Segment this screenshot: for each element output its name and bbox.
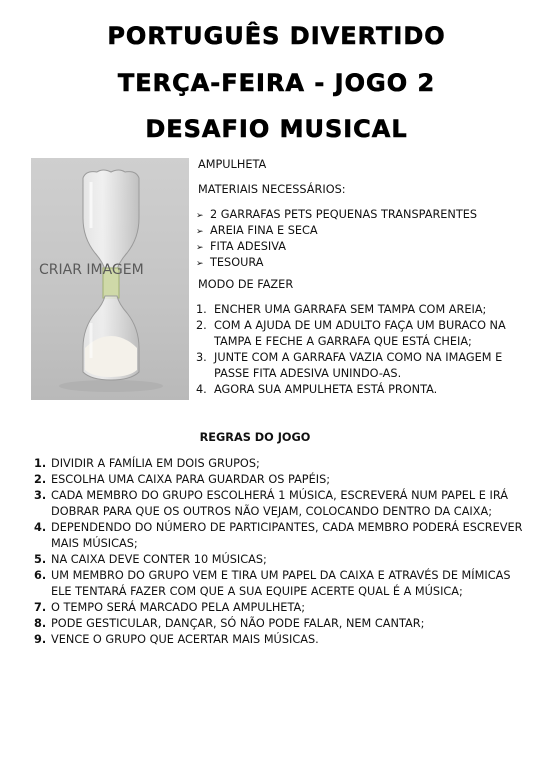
arrow-bullet-icon: ➢ bbox=[196, 243, 204, 253]
list-item: 6. UM MEMBRO DO GRUPO VEM E TIRA UM PAPEL DA CAIXA E ATRAVÉS DE MÍMICAS ELE TENTARÁ FAZER COM QUE A SUA EQUIPE ACERTE QUAL É A MÚSICA; bbox=[34, 569, 511, 598]
list-item: 1. ENCHER UMA GARRAFA SEM TAMPA COM AREIA; bbox=[196, 303, 487, 316]
list-item: ➢ FITA ADESIVA bbox=[196, 239, 477, 255]
list-item: 4. AGORA SUA AMPULHETA ESTÁ PRONTA. bbox=[196, 383, 438, 396]
list-item: 1. DIVIDIR A FAMÍLIA EM DOIS GRUPOS; bbox=[34, 457, 260, 470]
hourglass-illustration bbox=[31, 158, 189, 400]
page-subtitle-day: TERÇA-FEIRA - JOGO 2 bbox=[117, 69, 436, 97]
list-item: 8. PODE GESTICULAR, DANÇAR, SÓ NÃO PODE FALAR, NEM CANTAR; bbox=[34, 617, 425, 630]
list-item: 9. VENCE O GRUPO QUE ACERTAR MAIS MÚSICAS. bbox=[34, 633, 319, 646]
arrow-bullet-icon: ➢ bbox=[196, 259, 204, 269]
page-subtitle-game: DESAFIO MUSICAL bbox=[145, 115, 408, 143]
list-item: ➢ AREIA FINA E SECA bbox=[196, 223, 477, 239]
list-item: 3. JUNTE COM A GARRAFA VAZIA COMO NA IMAGEM E PASSE FITA ADESIVA UNINDO-AS. bbox=[196, 351, 503, 380]
list-item: ➢ TESOURA bbox=[196, 255, 477, 271]
method-heading: MODO DE FAZER bbox=[198, 278, 294, 291]
rules-list bbox=[34, 456, 534, 648]
materials-list bbox=[196, 207, 477, 271]
list-item: ➢ 2 GARRAFAS PETS PEQUENAS TRANSPARENTES bbox=[196, 207, 477, 223]
list-item: 7. O TEMPO SERÁ MARCADO PELA AMPULHETA; bbox=[34, 601, 306, 614]
list-item: 3. CADA MEMBRO DO GRUPO ESCOLHERÁ 1 MÚSICA, ESCREVERÁ NUM PAPEL E IRÁ DOBRAR PARA QUE OS OUTROS NÃO VEJAM, COLOCANDO DENTRO DA CAIXA; bbox=[34, 489, 508, 518]
list-item: 2. COM A AJUDA DE UM ADULTO FAÇA UM BURACO NA TAMPA E FECHE A GARRAFA QUE ESTÁ CHEIA; bbox=[196, 319, 506, 348]
method-steps-list bbox=[196, 302, 516, 398]
arrow-bullet-icon: ➢ bbox=[196, 211, 204, 221]
hourglass-photo bbox=[31, 158, 189, 400]
image-watermark: CRIAR IMAGEM bbox=[39, 262, 144, 278]
rules-heading: REGRAS DO JOGO bbox=[199, 431, 311, 444]
arrow-bullet-icon: ➢ bbox=[196, 227, 204, 237]
list-item: 4. DEPENDENDO DO NÚMERO DE PARTICIPANTES, CADA MEMBRO PODERÁ ESCREVER MAIS MÚSICAS; bbox=[34, 521, 523, 550]
materials-heading: MATERIAIS NECESSÁRIOS: bbox=[198, 183, 346, 196]
craft-name: AMPULHETA bbox=[198, 158, 267, 171]
list-item: 2. ESCOLHA UMA CAIXA PARA GUARDAR OS PAPÉIS; bbox=[34, 473, 331, 486]
page-title: PORTUGUÊS DIVERTIDO bbox=[107, 22, 446, 50]
list-item: 5. NA CAIXA DEVE CONTER 10 MÚSICAS; bbox=[34, 553, 267, 566]
